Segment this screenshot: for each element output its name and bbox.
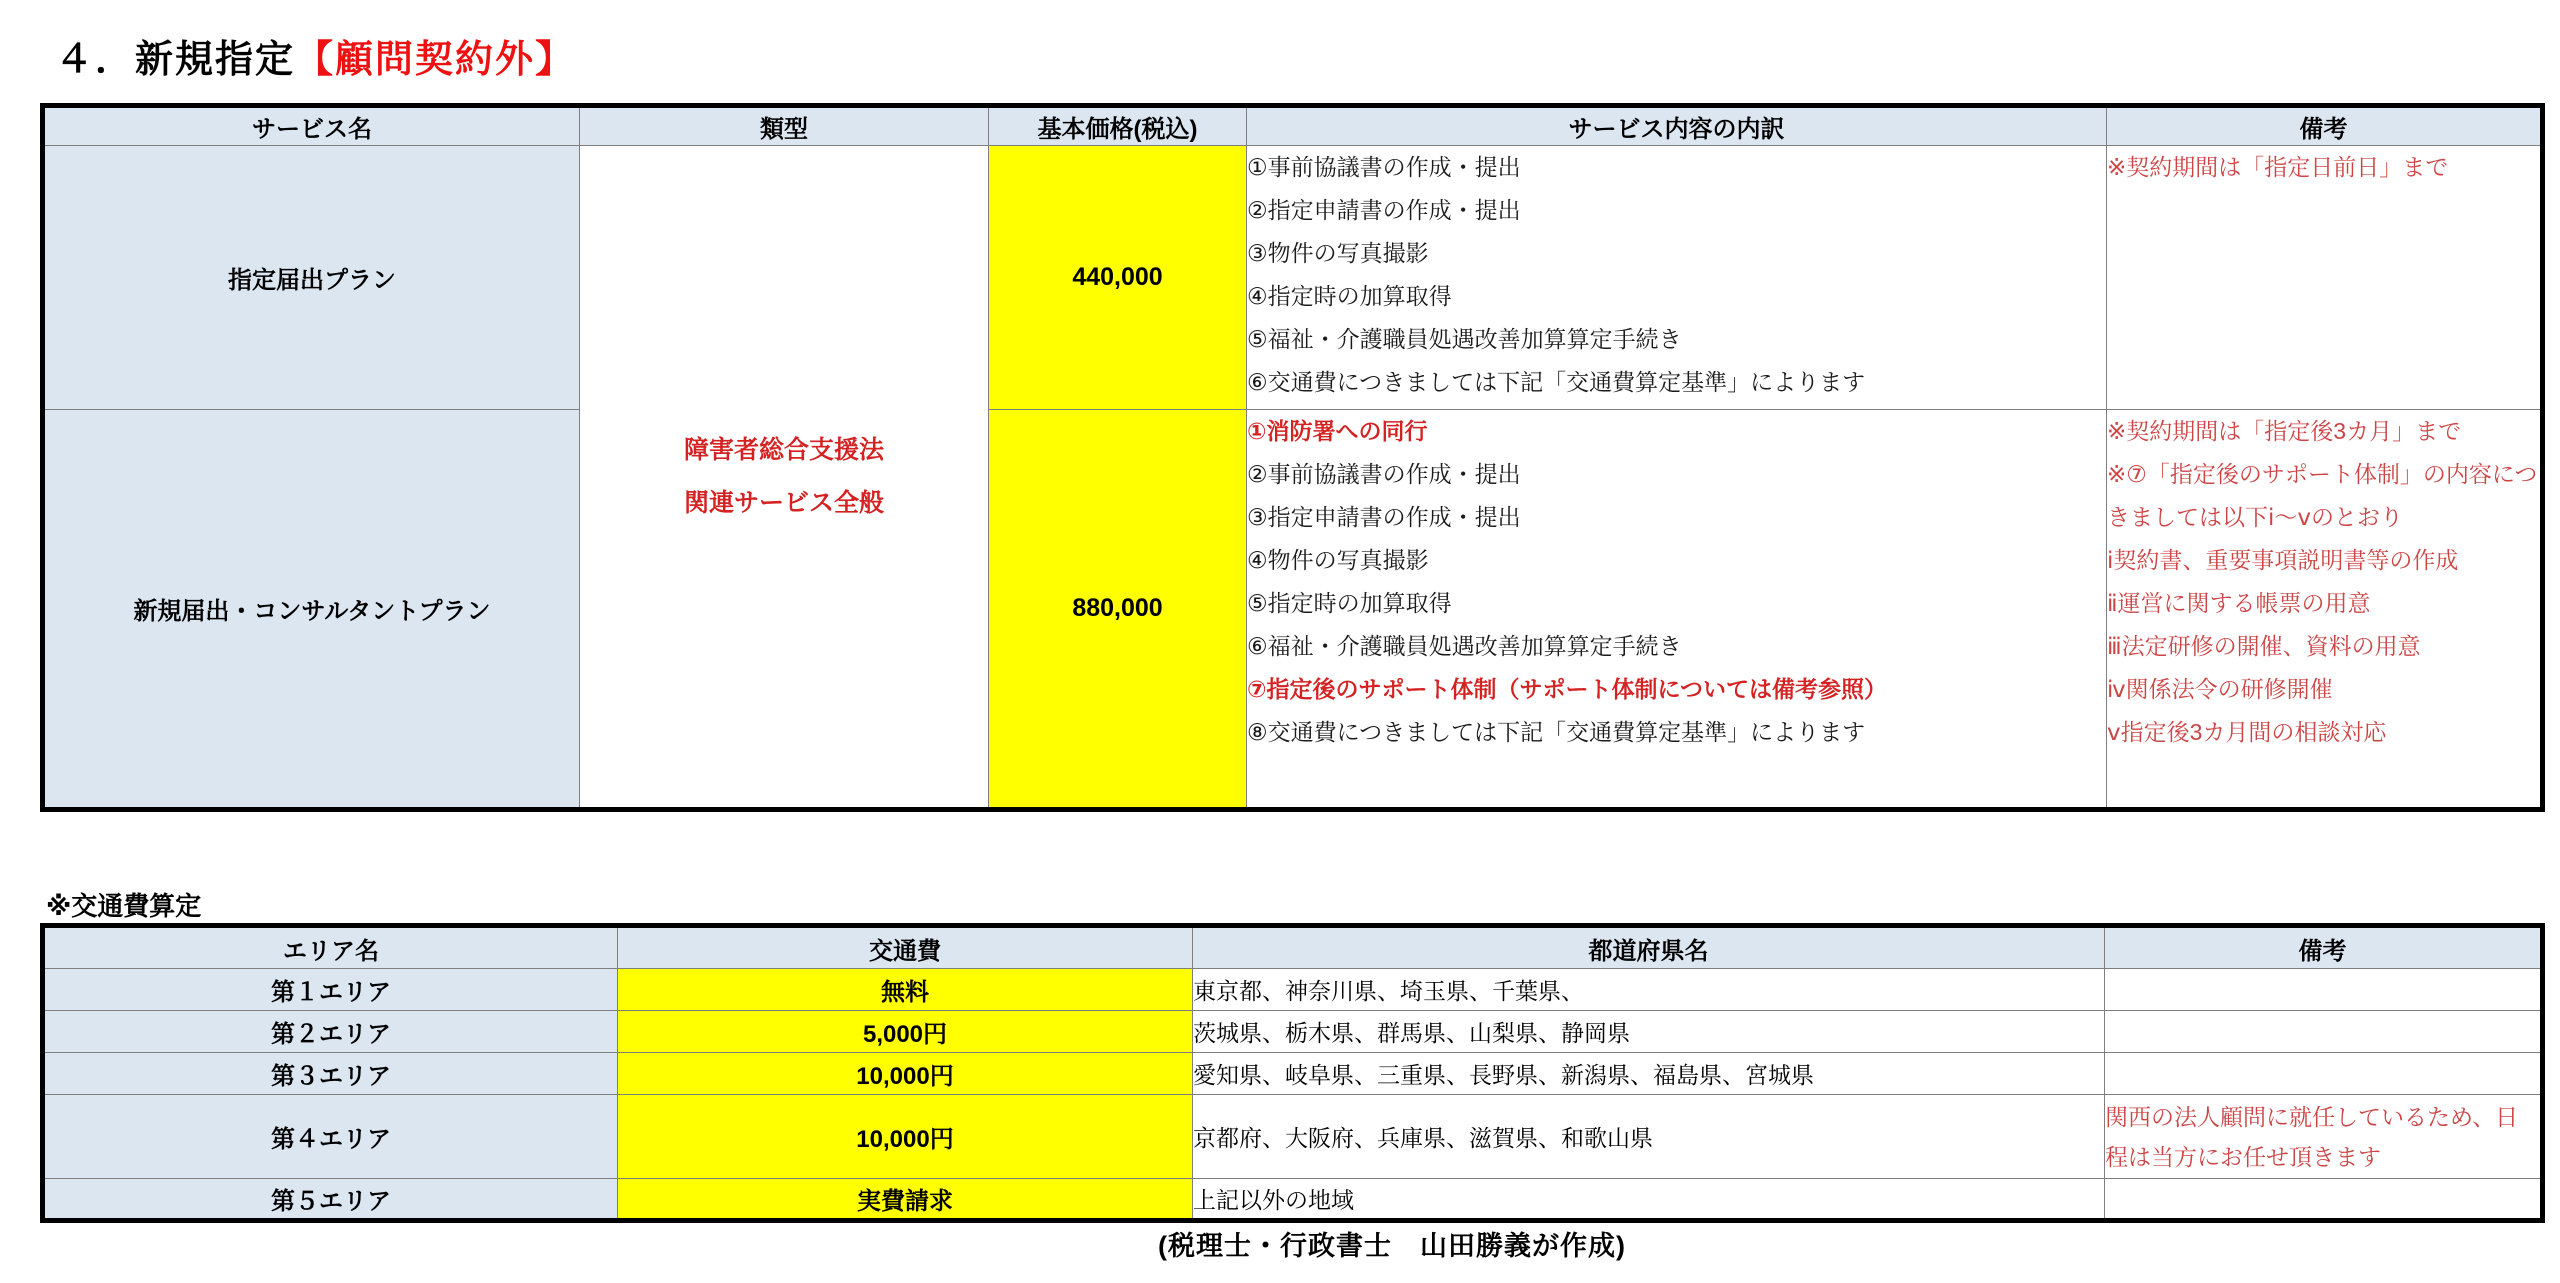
transport-row-area3: [43, 1053, 2543, 1095]
service-row-basic-plan: [43, 146, 2543, 410]
list-line: ①事前協議書の作成・提出: [1247, 154, 1521, 180]
list-line: ②指定申請書の作成・提出: [1247, 197, 1521, 223]
list-line: ⑧交通費につきましては下記「交通費算定基準」によります: [1247, 719, 1866, 745]
list-line: ⅱ運営に関する帳票の用意: [2107, 590, 2371, 616]
list-line: ⅳ関係法令の研修開催: [2107, 676, 2333, 702]
transport-section-label: ※交通費算定: [46, 891, 202, 921]
area-prefectures: 京都府、大阪府、兵庫県、滋賀県、和歌山県: [1193, 1095, 2105, 1179]
list-line: ④指定時の加算取得: [1247, 283, 1452, 309]
area-note: [2105, 969, 2543, 1011]
col-header-prefectures: 都道府県名: [1193, 926, 2105, 969]
col-header-service-details: サービス内容の内訳: [1247, 106, 2107, 146]
service-type-line: 関連サービス全般: [683, 488, 884, 517]
area-note: [2105, 1053, 2543, 1095]
service-type-line: 障害者総合支援法: [683, 435, 884, 464]
area-prefectures: 茨城県、栃木県、群馬県、山梨県、静岡県: [1193, 1011, 2105, 1053]
area-note: [2105, 1179, 2543, 1221]
remarks-list: [2107, 146, 2543, 410]
area-name: 第５エリア: [43, 1179, 618, 1221]
area-fee: 10,000円: [618, 1095, 1193, 1179]
remarks-list: [2107, 410, 2543, 810]
area-prefectures: 愛知県、岐阜県、三重県、長野県、新潟県、福島県、宮城県: [1193, 1053, 2105, 1095]
list-line: ⅰ契約書、重要事項説明書等の作成: [2107, 547, 2459, 573]
list-line: ②事前協議書の作成・提出: [1247, 461, 1521, 487]
plan-name: 指定届出プラン: [43, 146, 580, 410]
list-line: ⑥交通費につきましては下記「交通費算定基準」によります: [1247, 369, 1866, 395]
area-fee: 5,000円: [618, 1011, 1193, 1053]
plan-price: 440,000: [989, 146, 1247, 410]
service-items-list: [1247, 146, 2107, 410]
area-name: 第４エリア: [43, 1095, 618, 1179]
list-line: ③物件の写真撮影: [1247, 240, 1429, 266]
area-fee: 実費請求: [618, 1179, 1193, 1221]
list-line: ⑤指定時の加算取得: [1247, 590, 1452, 616]
area-name: 第１エリア: [43, 969, 618, 1011]
service-table-header-row: [43, 106, 2543, 146]
transport-row-area5: [43, 1179, 2543, 1221]
list-line: ※契約期間は「指定後3カ月」まで: [2107, 418, 2462, 444]
service-price-table: [40, 103, 2545, 812]
list-line: ※⑦「指定後のサポート体制」の内容につきましては以下ⅰ～ⅴのとおり: [2107, 461, 2538, 530]
list-line: ※契約期間は「指定日前日」まで: [2107, 154, 2449, 180]
service-items-list: [1247, 410, 2107, 810]
transport-table-header-row: [43, 926, 2543, 969]
area-name: 第３エリア: [43, 1053, 618, 1095]
col-header-base-price: 基本価格(税込): [989, 106, 1247, 146]
transport-row-area1: [43, 969, 2543, 1011]
list-line: ⅲ法定研修の開催、資料の用意: [2107, 633, 2421, 659]
list-line: ⑤福祉・介護職員処遇改善加算算定手続き: [1247, 326, 1682, 352]
area-name: 第２エリア: [43, 1011, 618, 1053]
col-header-remarks: 備考: [2107, 106, 2543, 146]
page-title-text: ４．新規指定: [55, 39, 296, 81]
col-header-service-name: サービス名: [43, 106, 580, 146]
col-header-remarks: 備考: [2105, 926, 2543, 969]
page-title: [55, 28, 575, 83]
col-header-transport-fee: 交通費: [618, 926, 1193, 969]
area-fee: 無料: [618, 969, 1193, 1011]
plan-price: 880,000: [989, 410, 1247, 810]
list-line: ①消防署への同行: [1247, 418, 1428, 444]
plan-name: 新規届出・コンサルタントプラン: [43, 410, 580, 810]
area-prefectures: 上記以外の地域: [1193, 1179, 2105, 1221]
area-note: [2105, 1011, 2543, 1053]
page-title-highlight: 【顧問契約外】: [295, 39, 576, 81]
col-header-area-name: エリア名: [43, 926, 618, 969]
author-credit: (税理士・行政書士 山田勝義が作成): [1158, 1231, 1626, 1261]
list-line: ⅴ指定後3カ月間の相談対応: [2107, 719, 2387, 745]
list-line: ⑥福祉・介護職員処遇改善加算算定手続き: [1247, 633, 1682, 659]
transport-fee-table: [40, 923, 2545, 1223]
area-prefectures: 東京都、神奈川県、埼玉県、千葉県、: [1193, 969, 2105, 1011]
transport-row-area4: [43, 1095, 2543, 1179]
service-row-consultant-plan: [43, 410, 2543, 810]
service-type-cell: [580, 146, 989, 810]
list-line: ④物件の写真撮影: [1247, 547, 1429, 573]
area-fee: 10,000円: [618, 1053, 1193, 1095]
area-note: 関西の法人顧問に就任しているため、日程は当方にお任せ頂きます: [2105, 1095, 2543, 1179]
transport-row-area2: [43, 1011, 2543, 1053]
list-line: ③指定申請書の作成・提出: [1247, 504, 1521, 530]
list-line: ⑦指定後のサポート体制（サポート体制については備考参照）: [1247, 676, 1888, 702]
col-header-type: 類型: [580, 106, 989, 146]
